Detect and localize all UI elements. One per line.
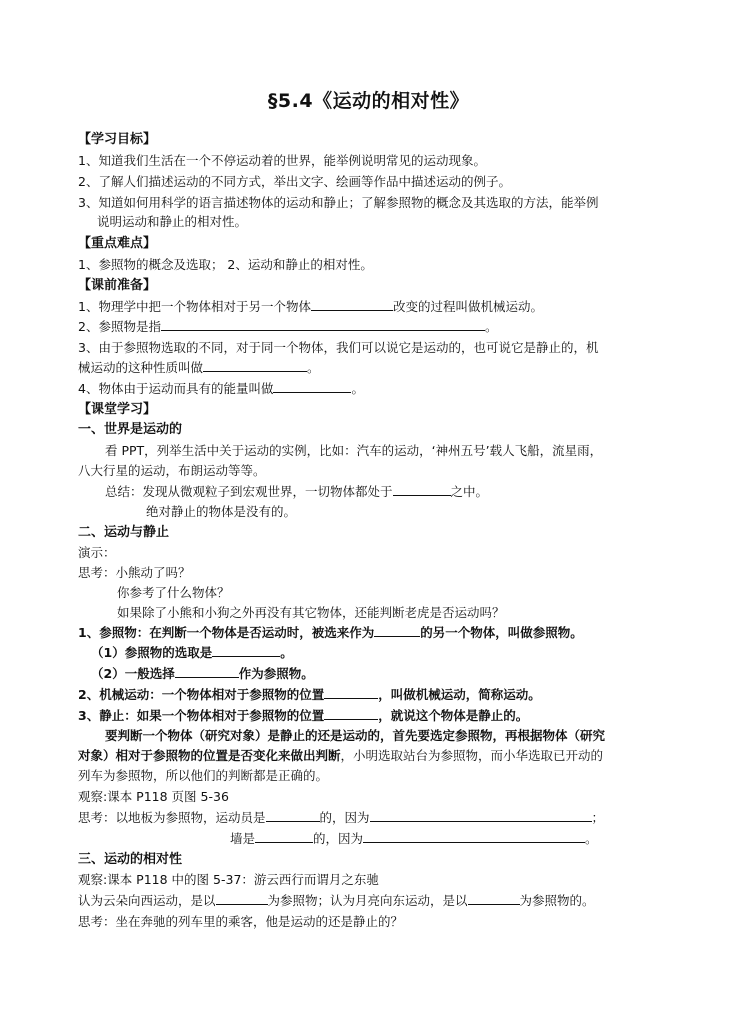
prep-item-3-tail: 。 bbox=[307, 360, 320, 375]
think-floor-tail: ； bbox=[591, 810, 605, 825]
prep-blank-3[interactable] bbox=[203, 358, 307, 372]
def-static bbox=[78, 706, 528, 726]
think-floor-blank-2[interactable] bbox=[370, 808, 592, 822]
s3-blank-2[interactable] bbox=[468, 891, 520, 905]
goal-1: 1、知道我们生活在一个不停运动着的世界，能举例说明常见的运动现象。 bbox=[78, 153, 486, 168]
key-header: 【重点难点】 bbox=[78, 236, 157, 251]
s1-summary-text: 总结：发现从微观粒子到宏观世界，一切物体都处于 bbox=[105, 484, 393, 499]
class-header: 【课堂学习】 bbox=[78, 402, 157, 417]
prep-item-2 bbox=[78, 317, 497, 337]
def-reference-1 bbox=[91, 643, 293, 663]
prep-header: 【课前准备】 bbox=[78, 278, 157, 293]
def-motion-tail: ，叫做机械运动，简称运动。 bbox=[378, 687, 541, 702]
goal-3-cont: 说明运动和静止的相对性。 bbox=[97, 214, 248, 229]
s2-paragraph-bold: 对象）相对于参照物的位置是否变化来做出判断 bbox=[78, 748, 341, 763]
def-static-tail: ，就说这个物体是静止的。 bbox=[378, 708, 529, 723]
s1-note: 绝对静止的物体是没有的。 bbox=[146, 504, 297, 519]
s2-paragraph-cont bbox=[78, 746, 603, 766]
def-static-text: 3、静止：如果一个物体相对于参照物的位置 bbox=[78, 708, 325, 723]
s3-observe: 观察:课本 P118 中的图 5-37：游云西行而谓月之东驰 bbox=[78, 872, 379, 887]
def-motion-blank[interactable] bbox=[324, 685, 378, 699]
think-floor-text: 思考：以地板为参照物，运动员是 bbox=[78, 810, 266, 825]
s1-paragraph-1: 看 PPT，列举生活中关于运动的实例，比如：汽车的运动，‘神州五号’载人飞船，流星雨， bbox=[105, 443, 603, 458]
goals-header: 【学习目标】 bbox=[78, 132, 157, 147]
section-2-title: 二、运动与静止 bbox=[78, 525, 170, 540]
def-static-blank[interactable] bbox=[324, 706, 378, 720]
prep-blank-4[interactable] bbox=[273, 379, 351, 393]
s2-question-2: 如果除了小熊和小狗之外再没有其它物体，还能判断老虎是否运动吗？ bbox=[117, 605, 505, 620]
s1-summary bbox=[105, 482, 488, 502]
s3-line-1 bbox=[78, 891, 595, 911]
prep-item-1 bbox=[78, 297, 543, 317]
goal-3: 3、知道如何用科学的语言描述物体的运动和静止；了解参照物的概念及其选取的方法，能举例 bbox=[78, 195, 599, 210]
think-wall-tail: 。 bbox=[585, 831, 598, 846]
def-reference-blank[interactable] bbox=[374, 623, 420, 637]
def-reference-2-tail: 作为参照物。 bbox=[238, 666, 314, 681]
s3-think: 思考：坐在奔驰的列车里的乘客，他是运动的还是静止的？ bbox=[78, 914, 404, 929]
s3-blank-1[interactable] bbox=[216, 891, 268, 905]
prep-item-1-text: 1、物理学中把一个物体相对于另一个物体 bbox=[78, 299, 311, 314]
think-floor-because: 的，因为 bbox=[319, 810, 370, 825]
goal-2: 2、了解人们描述运动的不同方式，举出文字、绘画等作品中描述运动的例子。 bbox=[78, 174, 511, 189]
def-reference bbox=[78, 623, 583, 643]
def-reference-2 bbox=[91, 664, 314, 684]
s2-question-1: 你参考了什么物体？ bbox=[117, 585, 230, 600]
think-floor-blank-1[interactable] bbox=[266, 808, 320, 822]
s3-line-1-text: 认为云朵向西运动，是以 bbox=[78, 893, 216, 908]
think-wall-because: 的，因为 bbox=[313, 831, 364, 846]
s2-paragraph-normal: ，小明选取站台为参照物，而小华选取已开动的 bbox=[340, 748, 604, 763]
s2-paragraph-end: 列车为参照物，所以他们的判断都是正确的。 bbox=[78, 768, 329, 783]
def-reference-text: 1、参照物：在判断一个物体是否运动时，被选来作为 bbox=[78, 625, 375, 640]
def-reference-2-blank[interactable] bbox=[175, 664, 239, 678]
s2-paragraph: 要判断一个物体（研究对象）是静止的还是运动的，首先要选定参照物，再根据物体（研究 bbox=[105, 728, 606, 743]
s2-think-floor bbox=[78, 808, 604, 828]
def-reference-1-text: （1）参照物的选取是 bbox=[91, 645, 213, 660]
s1-summary-tail: 之中。 bbox=[450, 484, 489, 499]
s3-line-1-mid: 为参照物；认为月亮向东运动，是以 bbox=[267, 893, 468, 908]
think-wall-text: 墙是 bbox=[230, 831, 256, 846]
s2-demo: 演示： bbox=[78, 545, 116, 560]
section-1-title: 一、世界是运动的 bbox=[78, 422, 183, 437]
s2-think-wall bbox=[230, 829, 598, 849]
think-wall-blank-2[interactable] bbox=[363, 829, 585, 843]
s1-paragraph-1-cont: 八大行星的运动，布朗运动等等。 bbox=[78, 463, 266, 478]
s2-think: 思考：小熊动了吗？ bbox=[78, 565, 191, 580]
prep-item-2-tail: 。 bbox=[484, 319, 498, 334]
def-reference-1-blank[interactable] bbox=[212, 643, 280, 657]
def-reference-2-text: （2）一般选择 bbox=[91, 666, 175, 681]
prep-item-2-text: 2、参照物是指 bbox=[78, 319, 161, 334]
page-title: §5.4《运动的相对性》 bbox=[267, 90, 470, 112]
s3-line-1-tail: 为参照物的。 bbox=[519, 893, 595, 908]
def-reference-1-tail: 。 bbox=[280, 645, 293, 660]
def-reference-tail: 的另一个物体，叫做参照物。 bbox=[420, 625, 583, 640]
section-3-title: 三、运动的相对性 bbox=[78, 852, 183, 867]
def-motion-text: 2、机械运动：一个物体相对于参照物的位置 bbox=[78, 687, 325, 702]
def-mechanical-motion bbox=[78, 685, 541, 705]
think-wall-blank-1[interactable] bbox=[255, 829, 313, 843]
prep-item-4-tail: 。 bbox=[351, 381, 364, 396]
prep-item-1-tail: 改变的过程叫做机械运动。 bbox=[392, 299, 543, 314]
prep-blank-1[interactable] bbox=[311, 297, 393, 311]
key-points: 1、参照物的概念及选取； 2、运动和静止的相对性。 bbox=[78, 257, 373, 272]
prep-item-3: 3、由于参照物选取的不同，对于同一个物体，我们可以说它是运动的，也可说它是静止的，机 bbox=[78, 340, 599, 355]
prep-item-4-text: 4、物体由于运动而具有的能量叫做 bbox=[78, 381, 274, 396]
prep-item-3-text: 械运动的这种性质叫做 bbox=[78, 360, 204, 375]
s2-observe: 观察:课本 P118 页图 5-36 bbox=[78, 789, 229, 804]
prep-item-3-cont bbox=[78, 358, 320, 378]
prep-item-4 bbox=[78, 379, 364, 399]
prep-blank-2[interactable] bbox=[161, 317, 485, 331]
s1-blank[interactable] bbox=[393, 482, 451, 496]
